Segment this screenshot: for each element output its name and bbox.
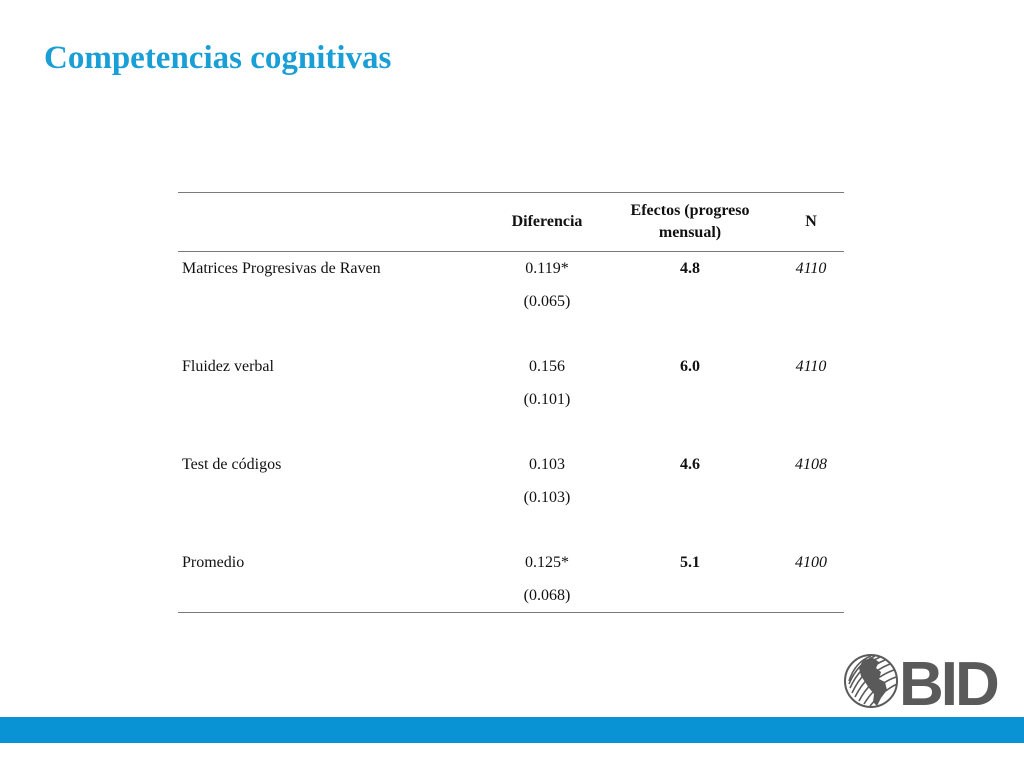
empty-cell: [178, 481, 492, 514]
header-efectos: [602, 193, 778, 252]
empty-cell: [778, 579, 844, 613]
row-n: 4100: [795, 554, 827, 571]
table-row: [178, 448, 844, 481]
header-diferencia: Diferencia: [511, 213, 583, 230]
empty-cell: [602, 383, 778, 416]
row-label: Promedio: [182, 554, 245, 571]
empty-cell: [602, 285, 778, 318]
row-label: Test de códigos: [182, 456, 282, 473]
table-row-se: [178, 285, 844, 318]
row-n: 4110: [795, 260, 827, 277]
globe-americas-icon: [845, 655, 897, 707]
header-efectos-line2: mensual): [658, 224, 722, 241]
table-row-se: [178, 579, 844, 613]
table-row-se: [178, 481, 844, 514]
table-header-row: [178, 193, 844, 252]
row-efecto: 6.0: [680, 358, 700, 375]
empty-cell: [602, 579, 778, 613]
footer-bar: [0, 717, 1024, 743]
bid-logo: [843, 652, 999, 710]
row-efecto: 4.6: [680, 456, 700, 473]
row-se: (0.065): [523, 293, 571, 310]
logo-text: BID: [899, 652, 997, 710]
row-label: Matrices Progresivas de Raven: [182, 260, 381, 277]
empty-cell: [178, 383, 492, 416]
row-spacer: [178, 416, 844, 448]
empty-cell: [178, 579, 492, 613]
row-n: 4108: [795, 456, 827, 473]
header-efectos-line1: Efectos (progreso: [630, 202, 750, 219]
empty-cell: [178, 285, 492, 318]
row-label: Fluidez verbal: [182, 358, 274, 375]
empty-cell: [778, 481, 844, 514]
row-spacer: [178, 514, 844, 546]
spacer-cell: [178, 416, 844, 448]
row-n: 4110: [795, 358, 827, 375]
header-n: N: [805, 213, 817, 230]
table-row-se: [178, 383, 844, 416]
slide-title: Competencias cognitivas: [44, 40, 392, 76]
empty-cell: [602, 481, 778, 514]
empty-cell: [778, 285, 844, 318]
table-row: [178, 546, 844, 579]
row-se: (0.068): [523, 587, 571, 604]
row-se: (0.103): [523, 489, 571, 506]
row-diferencia: 0.103: [529, 456, 565, 473]
row-diferencia: 0.125*: [525, 554, 569, 571]
row-diferencia: 0.156: [529, 358, 565, 375]
row-se: (0.101): [523, 391, 571, 408]
spacer-cell: [178, 318, 844, 350]
spacer-cell: [178, 514, 844, 546]
empty-cell: [778, 383, 844, 416]
row-efecto: 5.1: [680, 554, 700, 571]
row-spacer: [178, 318, 844, 350]
row-efecto: 4.8: [680, 260, 700, 277]
table-row: [178, 252, 844, 286]
row-diferencia: 0.119*: [525, 260, 569, 277]
header-label: [178, 193, 492, 252]
results-table: [178, 192, 844, 613]
table-row: [178, 350, 844, 383]
